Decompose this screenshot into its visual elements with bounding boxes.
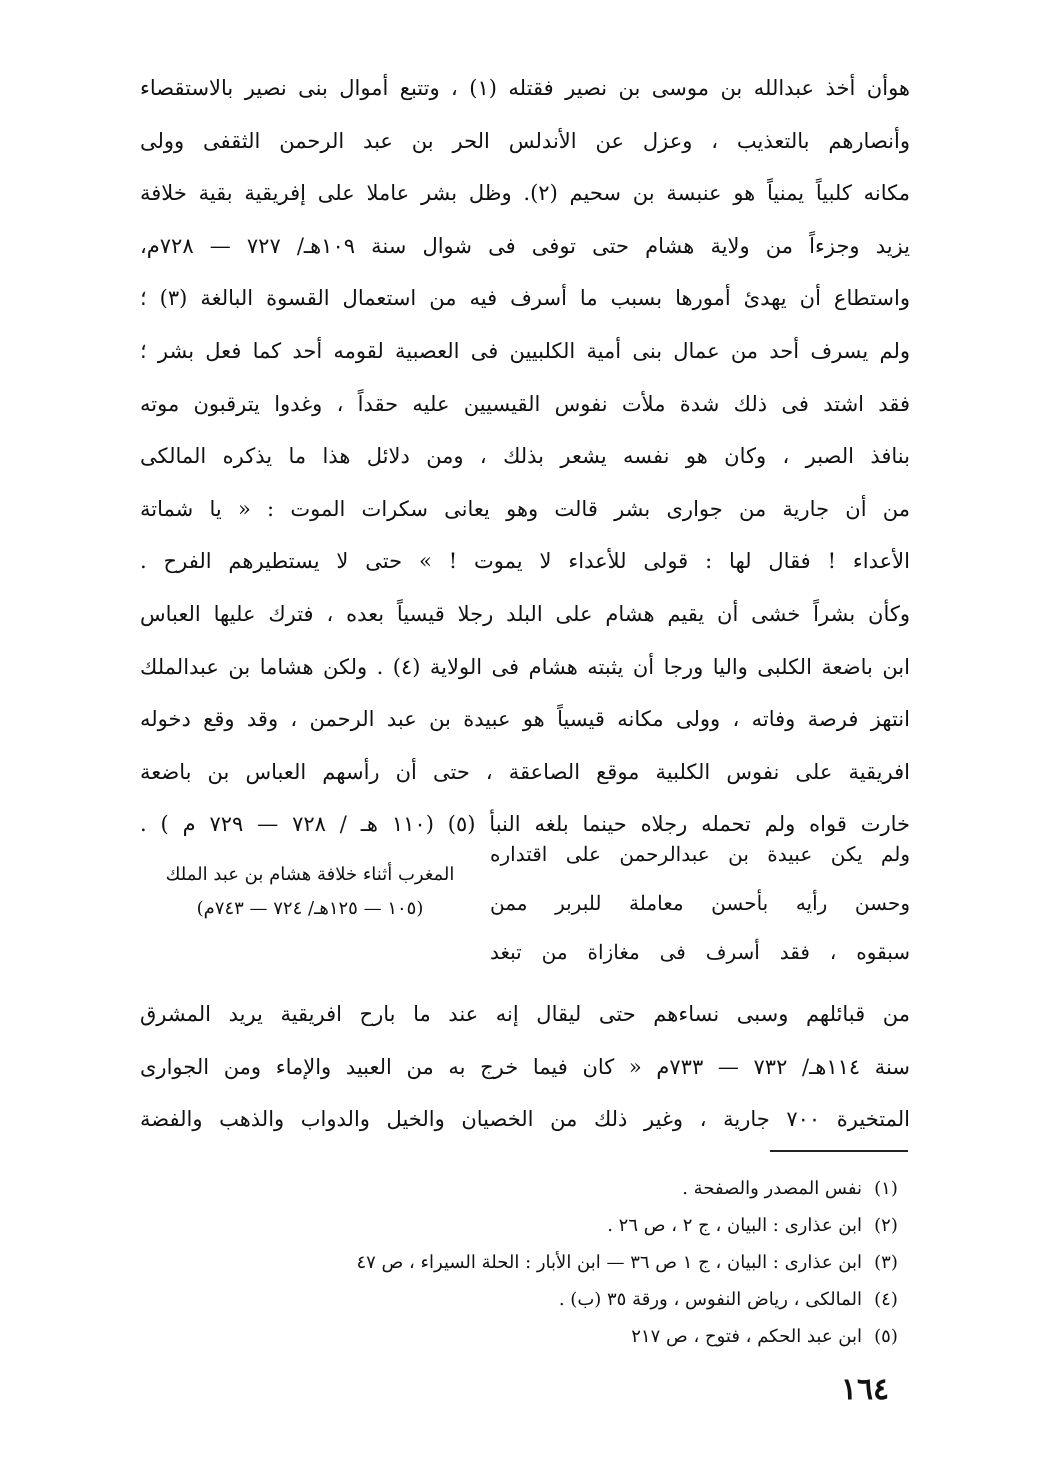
text-line: من قبائلهم وسبى نساءهم حتى ليقال إنه عند ما بارح افريقية يريد المشرق — [140, 1002, 910, 1026]
text-line: افريقية على نفوس الكلبية موقع الصاعقة ، حتى أن رأسهم العباس بن باضعة — [140, 759, 910, 784]
footnote-number: (٢) — [874, 1215, 898, 1236]
footnote-number: (١) — [874, 1178, 898, 1199]
text-line: سبقوه ، فقد أسرف فى مغازاة من تبغد — [490, 940, 910, 964]
text-line: فقد اشتد فى ذلك شدة ملأت نفوس القيسيين عليه حقداً ، وغدوا يترقبون موته — [140, 391, 910, 416]
text-line: يزيد وجزءاً من ولاية هشام حتى توفى فى شوال سنة ١٠٩هـ/ ٧٢٧ — ٧٢٨م، — [140, 233, 910, 258]
text-line: انتهز فرصة وفاته ، وولى مكانه قيسياً هو عبيدة بن عبد الرحمن ، وقد وقع دخوله — [140, 707, 910, 732]
map-caption — [140, 858, 480, 926]
continued-text — [140, 988, 910, 1146]
footnotes — [140, 1170, 910, 1355]
text-line: مكانه كلبياً يمنياً هو عنبسة بن سحيم (٢). وظل بشر عاملا على إفريقية بقية خلافة — [140, 181, 910, 206]
text-line: ولم يكن عبيدة بن عبدالرحمن على اقتداره — [490, 842, 910, 866]
footnote — [140, 1170, 910, 1207]
footnote-number: (٥) — [874, 1326, 898, 1347]
footnote-text: ابن عذارى : البيان ، ج ٢ ، ص ٢٦ . — [607, 1215, 862, 1236]
text-line: من أن جارية من جوارى بشر قالت وهو يعانى سكرات الموت : « يا شماتة — [140, 496, 910, 521]
page-number: ١٦٤ — [840, 1372, 890, 1407]
text-line: المتخيرة ٧٠٠ جارية ، وغير ذلك من الخصيان والخيل والدواب والذهب والفضة — [140, 1107, 910, 1132]
map-caption-dates: (١٠٥ — ١٢٥هـ/ ٧٢٤ — ٧٤٣م) — [196, 898, 424, 919]
text-line: سنة ١١٤هـ/ ٧٣٢ — ٧٣٣م « كان فيما خرج به من العبيد والإماء ومن الجوارى — [140, 1054, 910, 1079]
text-line: خارت قواه ولم تحمله رجلاه حينما بلغه النبأ (٥) (١١٠ هـ / ٧٢٨ — ٧٢٩ م ) . — [140, 812, 910, 837]
footnote-text: ابن عبد الحكم ، فتوح ، ص ٢١٧ — [631, 1326, 862, 1347]
footnote-divider — [770, 1150, 908, 1152]
text-line: الأعداء ! فقال لها : قولى للأعداء لا يموت ! » حتى لا يستطيرهم الفرح . — [140, 549, 910, 574]
text-line: ولم يسرف أحد من عمال بنى أمية الكلبيين فى العصبية لقومه أحد كما فعل بشر ؛ — [140, 338, 910, 363]
footnote-number: (٣) — [874, 1252, 898, 1273]
text-line: واستطاع أن يهدئ أمورها بسبب ما أسرف فيه من استعمال القسوة البالغة (٣) ؛ — [140, 286, 910, 311]
footnote-number: (٤) — [874, 1289, 898, 1310]
text-line: وحسن رأيه بأحسن معاملة للبربر ممن — [490, 891, 910, 915]
side-text — [490, 830, 910, 977]
footnote — [140, 1207, 910, 1244]
text-line: هوأن أخذ عبدالله بن موسى بن نصير فقتله (١) ، وتتبع أموال بنى نصير بالاستقصاء — [140, 76, 910, 100]
footnote-text: ابن عذارى : البيان ، ج ١ ص ٣٦ — ابن الأبار : الحلة السيراء ، ص ٤٧ — [356, 1252, 862, 1273]
footnote — [140, 1281, 910, 1318]
footnote-text: نفس المصدر والصفحة . — [682, 1178, 862, 1199]
footnote — [140, 1318, 910, 1355]
text-with-map-caption — [140, 830, 910, 982]
main-text — [140, 62, 910, 851]
text-line: بنافذ الصبر ، وكان هو نفسه يشعر بذلك ، ومن دلائل هذا ما يذكره المالكى — [140, 444, 910, 469]
map-caption-title: المغرب أثناء خلافة هشام بن عبد الملك — [165, 864, 455, 885]
text-line: وكأن بشراً خشى أن يقيم هشام على البلد رجلا قيسياً بعده ، فترك عليها العباس — [140, 601, 910, 626]
footnote-text: المالكى ، رياض النفوس ، ورقة ٣٥ (ب) . — [558, 1289, 862, 1310]
text-line: وأنصارهم بالتعذيب ، وعزل عن الأندلس الحر بن عبد الرحمن الثقفى وولى — [140, 128, 910, 153]
footnote — [140, 1244, 910, 1281]
text-line: ابن باضعة الكلبى واليا ورجا أن يثبته هشام فى الولاية (٤) . ولكن هشاما بن عبدالملك — [140, 654, 910, 679]
